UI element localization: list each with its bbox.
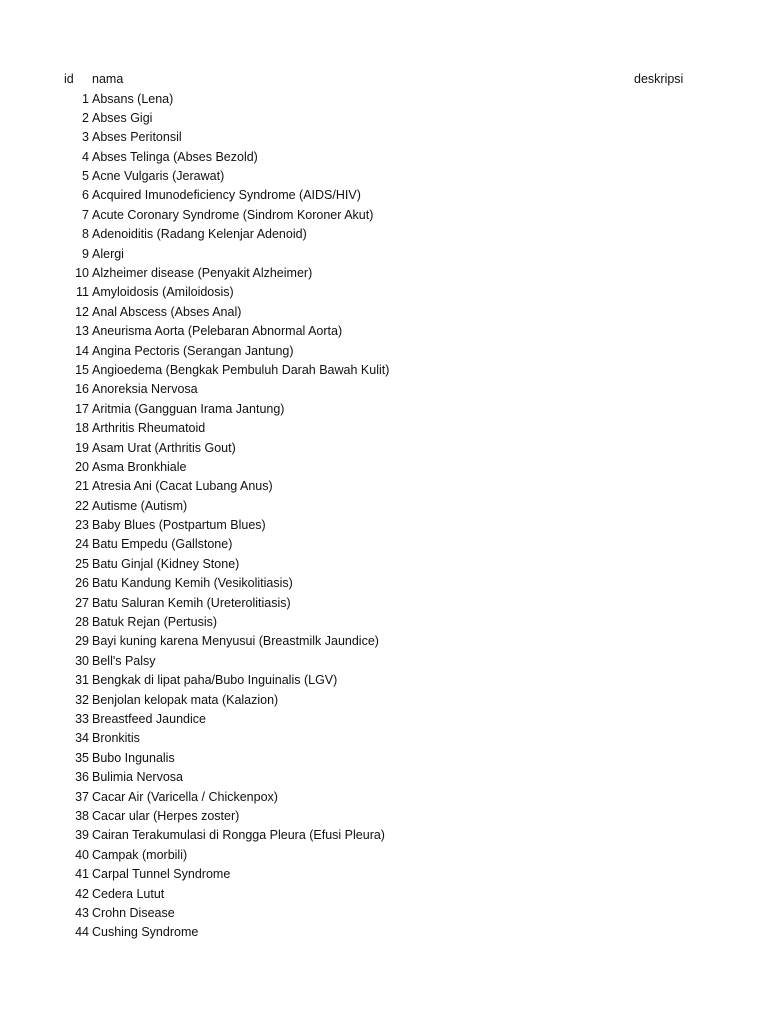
table-row bbox=[0, 109, 768, 128]
table-row bbox=[0, 167, 768, 186]
row-id: 11 bbox=[76, 285, 89, 300]
row-nama: Adenoiditis (Radang Kelenjar Adenoid) bbox=[92, 227, 307, 242]
row-id: 23 bbox=[75, 518, 89, 533]
row-id: 32 bbox=[75, 692, 89, 707]
row-nama: Aritmia (Gangguan Irama Jantung) bbox=[92, 401, 285, 416]
row-nama: Abses Telinga (Abses Bezold) bbox=[92, 149, 258, 164]
table-row bbox=[0, 283, 768, 302]
row-nama: Abses Peritonsil bbox=[92, 130, 182, 145]
row-id: 36 bbox=[75, 770, 89, 785]
table-row bbox=[0, 516, 768, 535]
table-body bbox=[0, 90, 768, 943]
table-row bbox=[0, 691, 768, 710]
table-row bbox=[0, 535, 768, 554]
row-id: 22 bbox=[75, 498, 89, 513]
row-nama: Acute Coronary Syndrome (Sindrom Koroner Akut) bbox=[92, 207, 374, 222]
row-nama: Cedera Lutut bbox=[92, 886, 165, 901]
row-nama: Bell's Palsy bbox=[92, 653, 156, 668]
table-row bbox=[0, 128, 768, 147]
table-row bbox=[0, 652, 768, 671]
row-id: 43 bbox=[75, 905, 89, 920]
row-nama: Asma Bronkhiale bbox=[92, 459, 187, 474]
row-nama: Angioedema (Bengkak Pembuluh Darah Bawah Kulit) bbox=[92, 362, 390, 377]
table-row bbox=[0, 923, 768, 942]
row-nama: Bubo Ingunalis bbox=[92, 750, 175, 765]
table-row bbox=[0, 846, 768, 865]
column-header-deskripsi: deskripsi bbox=[634, 72, 684, 86]
row-nama: Alzheimer disease (Penyakit Alzheimer) bbox=[92, 266, 313, 281]
table-row bbox=[0, 807, 768, 826]
table-row bbox=[0, 826, 768, 845]
table-row bbox=[0, 361, 768, 380]
row-id: 30 bbox=[75, 653, 89, 668]
row-id: 40 bbox=[75, 847, 89, 862]
row-id: 10 bbox=[75, 266, 89, 281]
table-row bbox=[0, 632, 768, 651]
row-id: 7 bbox=[82, 207, 89, 222]
row-id: 3 bbox=[82, 130, 89, 145]
table-row bbox=[0, 477, 768, 496]
table-row bbox=[0, 322, 768, 341]
row-id: 33 bbox=[75, 712, 89, 726]
row-id: 13 bbox=[75, 324, 89, 339]
row-id: 41 bbox=[75, 867, 89, 882]
row-nama: Angina Pectoris (Serangan Jantung) bbox=[92, 343, 294, 358]
table-row bbox=[0, 574, 768, 593]
table-row bbox=[0, 710, 768, 729]
row-nama: Baby Blues (Postpartum Blues) bbox=[92, 518, 266, 533]
table-row bbox=[0, 865, 768, 884]
row-id: 9 bbox=[82, 246, 89, 261]
row-nama: Asam Urat (Arthritis Gout) bbox=[92, 440, 236, 455]
row-nama: Batu Ginjal (Kidney Stone) bbox=[92, 556, 240, 571]
table-row bbox=[0, 380, 768, 399]
row-nama: Breastfeed Jaundice bbox=[92, 712, 206, 726]
column-header-nama: nama bbox=[92, 72, 124, 86]
column-header-id: id bbox=[64, 72, 74, 86]
table-row bbox=[0, 186, 768, 205]
row-nama: Acne Vulgaris (Jerawat) bbox=[92, 169, 225, 184]
table-row bbox=[0, 671, 768, 690]
row-nama: Bronkitis bbox=[92, 731, 140, 746]
row-id: 17 bbox=[75, 401, 89, 416]
row-id: 20 bbox=[75, 459, 89, 474]
row-nama: Anoreksia Nervosa bbox=[92, 382, 198, 397]
row-id: 28 bbox=[75, 615, 89, 630]
row-id: 19 bbox=[75, 440, 89, 455]
row-id: 2 bbox=[82, 110, 89, 125]
row-id: 38 bbox=[75, 808, 89, 823]
row-nama: Bulimia Nervosa bbox=[92, 770, 184, 785]
row-nama: Carpal Tunnel Syndrome bbox=[92, 867, 231, 882]
table-row bbox=[0, 904, 768, 923]
row-id: 24 bbox=[75, 537, 89, 552]
table-row bbox=[0, 749, 768, 768]
row-id: 29 bbox=[75, 634, 89, 649]
row-nama: Cacar Air (Varicella / Chickenpox) bbox=[92, 789, 278, 804]
row-id: 18 bbox=[75, 421, 89, 436]
table-row bbox=[0, 400, 768, 419]
table-row bbox=[0, 439, 768, 458]
row-nama: Anal Abscess (Abses Anal) bbox=[92, 304, 242, 319]
table-row bbox=[0, 885, 768, 904]
row-id: 31 bbox=[75, 673, 89, 688]
row-id: 44 bbox=[75, 925, 89, 940]
row-id: 21 bbox=[75, 479, 89, 494]
row-id: 14 bbox=[75, 343, 89, 358]
table-row bbox=[0, 729, 768, 748]
row-id: 39 bbox=[75, 828, 89, 843]
row-id: 27 bbox=[75, 595, 89, 610]
row-id: 12 bbox=[75, 304, 89, 319]
row-nama: Cacar ular (Herpes zoster) bbox=[92, 808, 240, 823]
row-id: 25 bbox=[75, 556, 89, 571]
table-row bbox=[0, 497, 768, 516]
row-nama: Cushing Syndrome bbox=[92, 925, 199, 940]
table-row bbox=[0, 768, 768, 787]
table-row bbox=[0, 148, 768, 167]
row-id: 15 bbox=[75, 362, 89, 377]
row-nama: Aneurisma Aorta (Pelebaran Abnormal Aorta) bbox=[92, 324, 343, 339]
row-nama: Abses Gigi bbox=[92, 110, 153, 125]
row-id: 1 bbox=[82, 91, 89, 106]
table-row bbox=[0, 90, 768, 109]
row-nama: Atresia Ani (Cacat Lubang Anus) bbox=[92, 479, 273, 494]
table-row bbox=[0, 206, 768, 225]
table-row bbox=[0, 245, 768, 264]
row-nama: Amyloidosis (Amiloidosis) bbox=[92, 285, 234, 300]
row-nama: Bengkak di lipat paha/Bubo Inguinalis (LGV) bbox=[92, 673, 338, 688]
row-id: 16 bbox=[75, 382, 89, 397]
row-id: 6 bbox=[82, 188, 89, 203]
row-nama: Crohn Disease bbox=[92, 905, 175, 920]
row-id: 8 bbox=[82, 227, 89, 242]
row-nama: Campak (morbili) bbox=[92, 847, 188, 862]
row-nama: Batu Saluran Kemih (Ureterolitiasis) bbox=[92, 595, 291, 610]
table-row bbox=[0, 458, 768, 477]
row-nama: Autisme (Autism) bbox=[92, 498, 188, 513]
row-nama: Cairan Terakumulasi di Rongga Pleura (Efusi Pleura) bbox=[92, 828, 385, 843]
row-nama: Arthritis Rheumatoid bbox=[92, 421, 206, 436]
table-header bbox=[0, 70, 768, 89]
row-id: 26 bbox=[75, 576, 89, 591]
table-row bbox=[0, 594, 768, 613]
row-nama: Batuk Rejan (Pertusis) bbox=[92, 615, 218, 630]
table-row bbox=[0, 613, 768, 632]
row-id: 42 bbox=[75, 886, 89, 901]
table-row bbox=[0, 419, 768, 438]
row-id: 5 bbox=[82, 169, 89, 184]
table-row bbox=[0, 342, 768, 361]
table-row bbox=[0, 303, 768, 322]
row-nama: Acquired Imunodeficiency Syndrome (AIDS/HIV) bbox=[92, 188, 361, 203]
row-nama: Bayi kuning karena Menyusui (Breastmilk Jaundice) bbox=[92, 634, 379, 649]
row-id: 34 bbox=[75, 731, 89, 746]
row-nama: Batu Empedu (Gallstone) bbox=[92, 537, 233, 552]
table-row bbox=[0, 264, 768, 283]
row-nama: Alergi bbox=[92, 246, 124, 261]
row-id: 4 bbox=[82, 149, 89, 164]
row-nama: Benjolan kelopak mata (Kalazion) bbox=[92, 692, 279, 707]
table-row bbox=[0, 555, 768, 574]
row-nama: Absans (Lena) bbox=[92, 91, 174, 106]
row-id: 37 bbox=[75, 789, 89, 804]
row-id: 35 bbox=[75, 750, 89, 765]
row-nama: Batu Kandung Kemih (Vesikolitiasis) bbox=[92, 576, 293, 591]
table-row bbox=[0, 788, 768, 807]
table-row bbox=[0, 225, 768, 244]
